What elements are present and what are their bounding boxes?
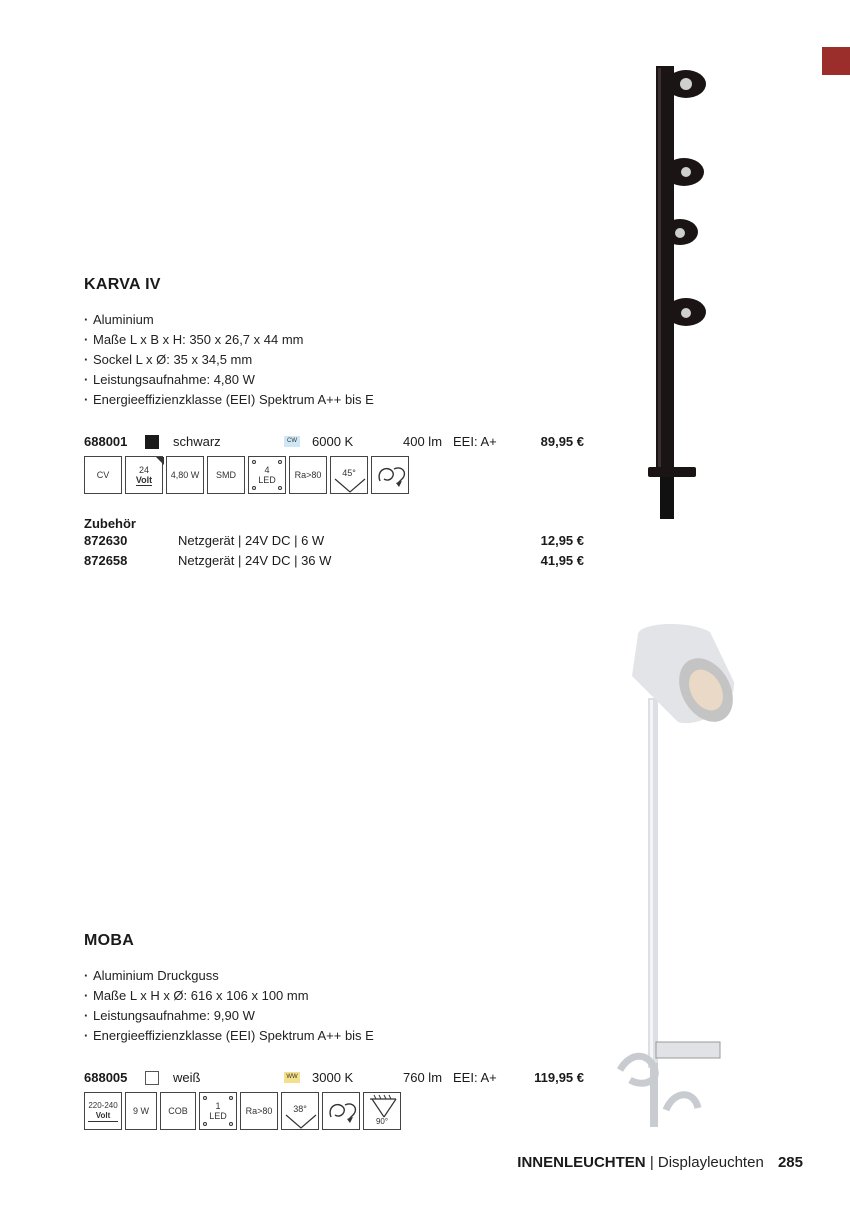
feature-item: · Energieeffizienzklasse (EEI) Spektrum A++ bis E — [84, 1026, 584, 1046]
product-title: KARVA IV — [84, 276, 161, 293]
accessory-article: 872630 — [84, 533, 128, 548]
price: 119,95 € — [534, 1070, 584, 1085]
rotate-icon — [371, 456, 409, 494]
feature-list — [84, 966, 584, 1046]
led-count-icon: 1 LED — [199, 1092, 237, 1130]
voltage-icon: 24 Volt — [125, 456, 163, 494]
beam-angle-icon: 45° — [330, 456, 368, 494]
price: 89,95 € — [540, 434, 584, 449]
lumen-value: 400 lm — [403, 434, 443, 449]
wattage-icon: 9 W — [125, 1092, 157, 1130]
accessory-row — [84, 551, 584, 571]
feature-item: · Leistungsaufnahme: 4,80 W — [84, 370, 584, 390]
color-swatch — [145, 435, 159, 449]
accessory-row — [84, 531, 584, 551]
product-karva — [84, 276, 584, 568]
order-row — [84, 432, 584, 452]
led-count-icon: 4 LED — [248, 456, 286, 494]
spec-icons — [84, 456, 409, 494]
page-footer — [517, 1154, 803, 1171]
color-temperature-badge: WW — [284, 1072, 300, 1083]
article-number: 688001 — [84, 434, 128, 449]
chapter-marker — [822, 47, 850, 75]
footer-subcategory: Displayleuchten — [657, 1154, 764, 1171]
feature-item: · Aluminium — [84, 310, 584, 330]
feature-item: · Maße L x B x H: 350 x 26,7 x 44 mm — [84, 330, 584, 350]
cv-icon: CV — [84, 456, 122, 494]
moba-lamp-image — [610, 618, 745, 1130]
lumen-value: 760 lm — [403, 1070, 443, 1085]
karva-lamp-image — [640, 62, 720, 522]
cob-icon: COB — [160, 1092, 196, 1130]
footer-category: INNENLEUCHTEN — [517, 1154, 646, 1171]
smd-icon: SMD — [207, 456, 245, 494]
page-number: 285 — [777, 1154, 803, 1171]
wattage-icon: 4,80 W — [166, 456, 204, 494]
accessories-title: Zubehör — [84, 516, 136, 531]
tilt-icon: 90° — [363, 1092, 401, 1130]
accessory-desc: Netzgerät | 24V DC | 6 W — [178, 533, 325, 548]
footer-separator: | — [649, 1154, 654, 1171]
accessory-price: 41,95 € — [540, 553, 584, 568]
article-number: 688005 — [84, 1070, 128, 1085]
kelvin-value: 3000 K — [312, 1070, 354, 1085]
voltage-icon: 220-240 Volt — [84, 1092, 122, 1130]
color-name: weiß — [173, 1070, 201, 1085]
feature-list — [84, 310, 584, 410]
color-temperature-badge: CW — [284, 436, 300, 447]
color-rendering-icon: Ra>80 — [240, 1092, 278, 1130]
accessory-article: 872658 — [84, 553, 128, 568]
rotate-icon — [322, 1092, 360, 1130]
beam-angle-icon: 38° — [281, 1092, 319, 1130]
kelvin-value: 6000 K — [312, 434, 354, 449]
color-name: schwarz — [173, 434, 221, 449]
feature-item: · Leistungsaufnahme: 9,90 W — [84, 1006, 584, 1026]
feature-item: · Energieeffizienzklasse (EEI) Spektrum A++ bis E — [84, 390, 584, 410]
eei-class: EEI: A+ — [453, 434, 497, 449]
accessory-desc: Netzgerät | 24V DC | 36 W — [178, 553, 332, 568]
accessories — [84, 516, 584, 571]
color-swatch — [145, 1071, 159, 1085]
spec-icons — [84, 1092, 401, 1130]
feature-item: · Sockel L x Ø: 35 x 34,5 mm — [84, 350, 584, 370]
eei-class: EEI: A+ — [453, 1070, 497, 1085]
color-rendering-icon: Ra>80 — [289, 456, 327, 494]
product-moba — [84, 932, 584, 1126]
accessory-price: 12,95 € — [540, 533, 584, 548]
feature-item: · Aluminium Druckguss — [84, 966, 584, 986]
order-row — [84, 1068, 584, 1088]
feature-item: · Maße L x H x Ø: 616 x 106 x 100 mm — [84, 986, 584, 1006]
product-title: MOBA — [84, 932, 135, 949]
